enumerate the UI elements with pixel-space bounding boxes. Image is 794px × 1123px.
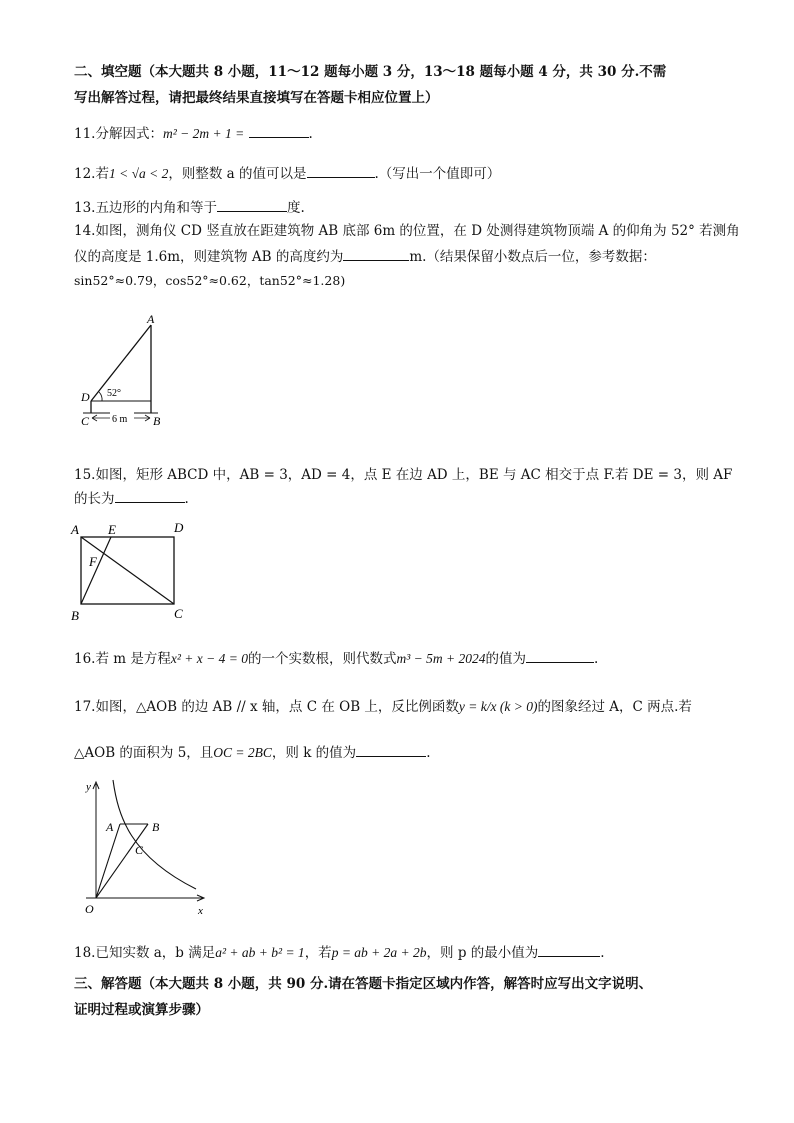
question-14-line1: 14.如图，测角仪 CD 竖直放在距建筑物 AB 底部 6m 的位置，在 D 处测得建筑物顶端 A 的仰角为 52° 若测角 [74,223,740,239]
q15-answer-blank[interactable] [115,488,185,503]
q15-line2: 的长为 [74,491,115,507]
q17-suffix: . [426,745,431,761]
q15-segment-BE [81,537,111,604]
q17-figure [78,776,213,921]
q17-function: y = k/x (k > 0) [458,699,538,714]
q13-answer-blank[interactable] [217,197,287,212]
question-18 [74,942,605,963]
q14-line2b: m.（结果保留小数点后一位，参考数据： [409,249,656,265]
q18-suffix: . [600,945,605,961]
question-17-line2 [74,742,430,763]
section2-heading-line2: 写出解答过程，请把最终结果直接填写在答题卡相应位置上） [74,90,439,106]
question-11 [74,123,313,144]
q16-prefix: 16.若 m 是方程 [74,651,171,667]
question-14-line2 [74,246,656,267]
q14-label-C: C [81,414,90,428]
q17-label-B: B [152,820,160,834]
q15-label-C: C [174,606,183,621]
q13-suffix: 度. [286,200,305,216]
section3-heading-line1: 三、解答题（本大题共 8 小题，共 90 分.请在答题卡指定区域内作答，解答时应写出文字说明、 [74,976,653,992]
q13-prefix: 13.五边形的内角和等于 [74,200,217,216]
q14-label-dist: 6 m [112,414,128,425]
question-14-line3: sin52°≈0.79，cos52°≈0.62，tan52°≈1.28) [74,273,346,288]
q16-mid2: 的值为 [485,651,526,667]
q18-equation: a² + ab + b² = 1 [215,945,305,960]
question-15-line2: 的长为 . [74,488,189,509]
q16-mid: 的一个实数根，则代数式 [247,651,397,667]
q16-answer-blank[interactable] [526,648,594,663]
q12-answer-blank[interactable] [307,163,375,178]
q14-line-DA [91,325,151,401]
q15-figure [66,518,196,626]
q12-suffix: .（写出一个值即可） [374,166,501,182]
q16-expression: m³ − 5m + 2024 [396,651,486,666]
q17-label-y: y [86,781,91,793]
q17-hyperbola [113,780,196,889]
q15-diagonal-AC [81,537,174,604]
section2-heading-line1: 二、填空题（本大题共 8 小题，11～12 题每小题 3 分，13～18 题每小题 4 分，共 30 分.不需 [74,64,667,80]
q17-condition: OC = 2BC [213,745,272,760]
q12-formula: 1 < √a < 2 [108,166,169,181]
q17-label-O: O [85,902,94,916]
section3-heading-line2: 证明过程或演算步骤） [74,1002,209,1018]
question-15-line1: 15.如图，矩形 ABCD 中，AB = 3，AD = 4，点 E 在边 AD 上，BE 与 AC 相交于点 F.若 DE = 3，则 AF [74,467,733,483]
question-12 [74,163,500,184]
q18-answer-blank[interactable] [538,942,600,957]
q14-angle-arc [99,392,102,401]
q17-segment-OB [96,824,148,898]
question-16 [74,648,598,669]
q15-label-B: B [71,608,79,623]
q18-prefix: 18.已知实数 a，b 满足 [74,945,216,961]
q12-mid: ，则整数 a 的值可以是 [168,166,307,182]
q16-suffix: . [594,651,599,667]
q18-expression: p = ab + 2a + 2b [331,945,427,960]
q14-label-angle: 52° [107,388,121,399]
q12-prefix: 12.若 [74,166,109,182]
q17-line2a: △AOB 的面积为 5，且 [74,745,214,761]
q18-mid: ，若 [304,945,332,961]
q14-label-B: B [153,414,161,428]
q16-equation: x² + x − 4 = 0 [170,651,248,666]
q17-line2b: ，则 k 的值为 [271,745,357,761]
q17-label-C: C [135,843,144,857]
question-17-line1 [74,697,692,717]
q14-answer-blank[interactable] [343,246,409,261]
q17-segment-OA [96,824,120,898]
q11-formula: m² − 2m + 1 = [162,126,245,141]
q17-line1a: 17.如图，△AOB 的边 AB // x 轴，点 C 在 OB 上，反比例函数 [74,699,459,715]
q17-label-x: x [198,905,203,917]
q14-figure [76,308,176,433]
q14-line2a: 仪的高度是 1.6m，则建筑物 AB 的高度约为 [74,249,344,265]
q14-label-A: A [147,312,155,326]
q17-label-A: A [106,820,114,834]
q11-suffix: . [308,126,313,142]
q15-label-D: D [174,520,184,535]
q15-label-F: F [89,554,97,569]
q15-label-E: E [108,522,116,537]
q17-line1b: 的图象经过 A，C 两点.若 [537,699,692,715]
q14-label-D: D [81,390,90,404]
q11-prefix: 11.分解因式： [74,126,163,142]
q17-answer-blank[interactable] [356,742,426,757]
q18-mid2: ，则 p 的最小值为 [426,945,539,961]
q15-label-A: A [71,522,79,537]
question-13 [74,197,305,218]
q11-answer-blank[interactable] [249,123,309,138]
